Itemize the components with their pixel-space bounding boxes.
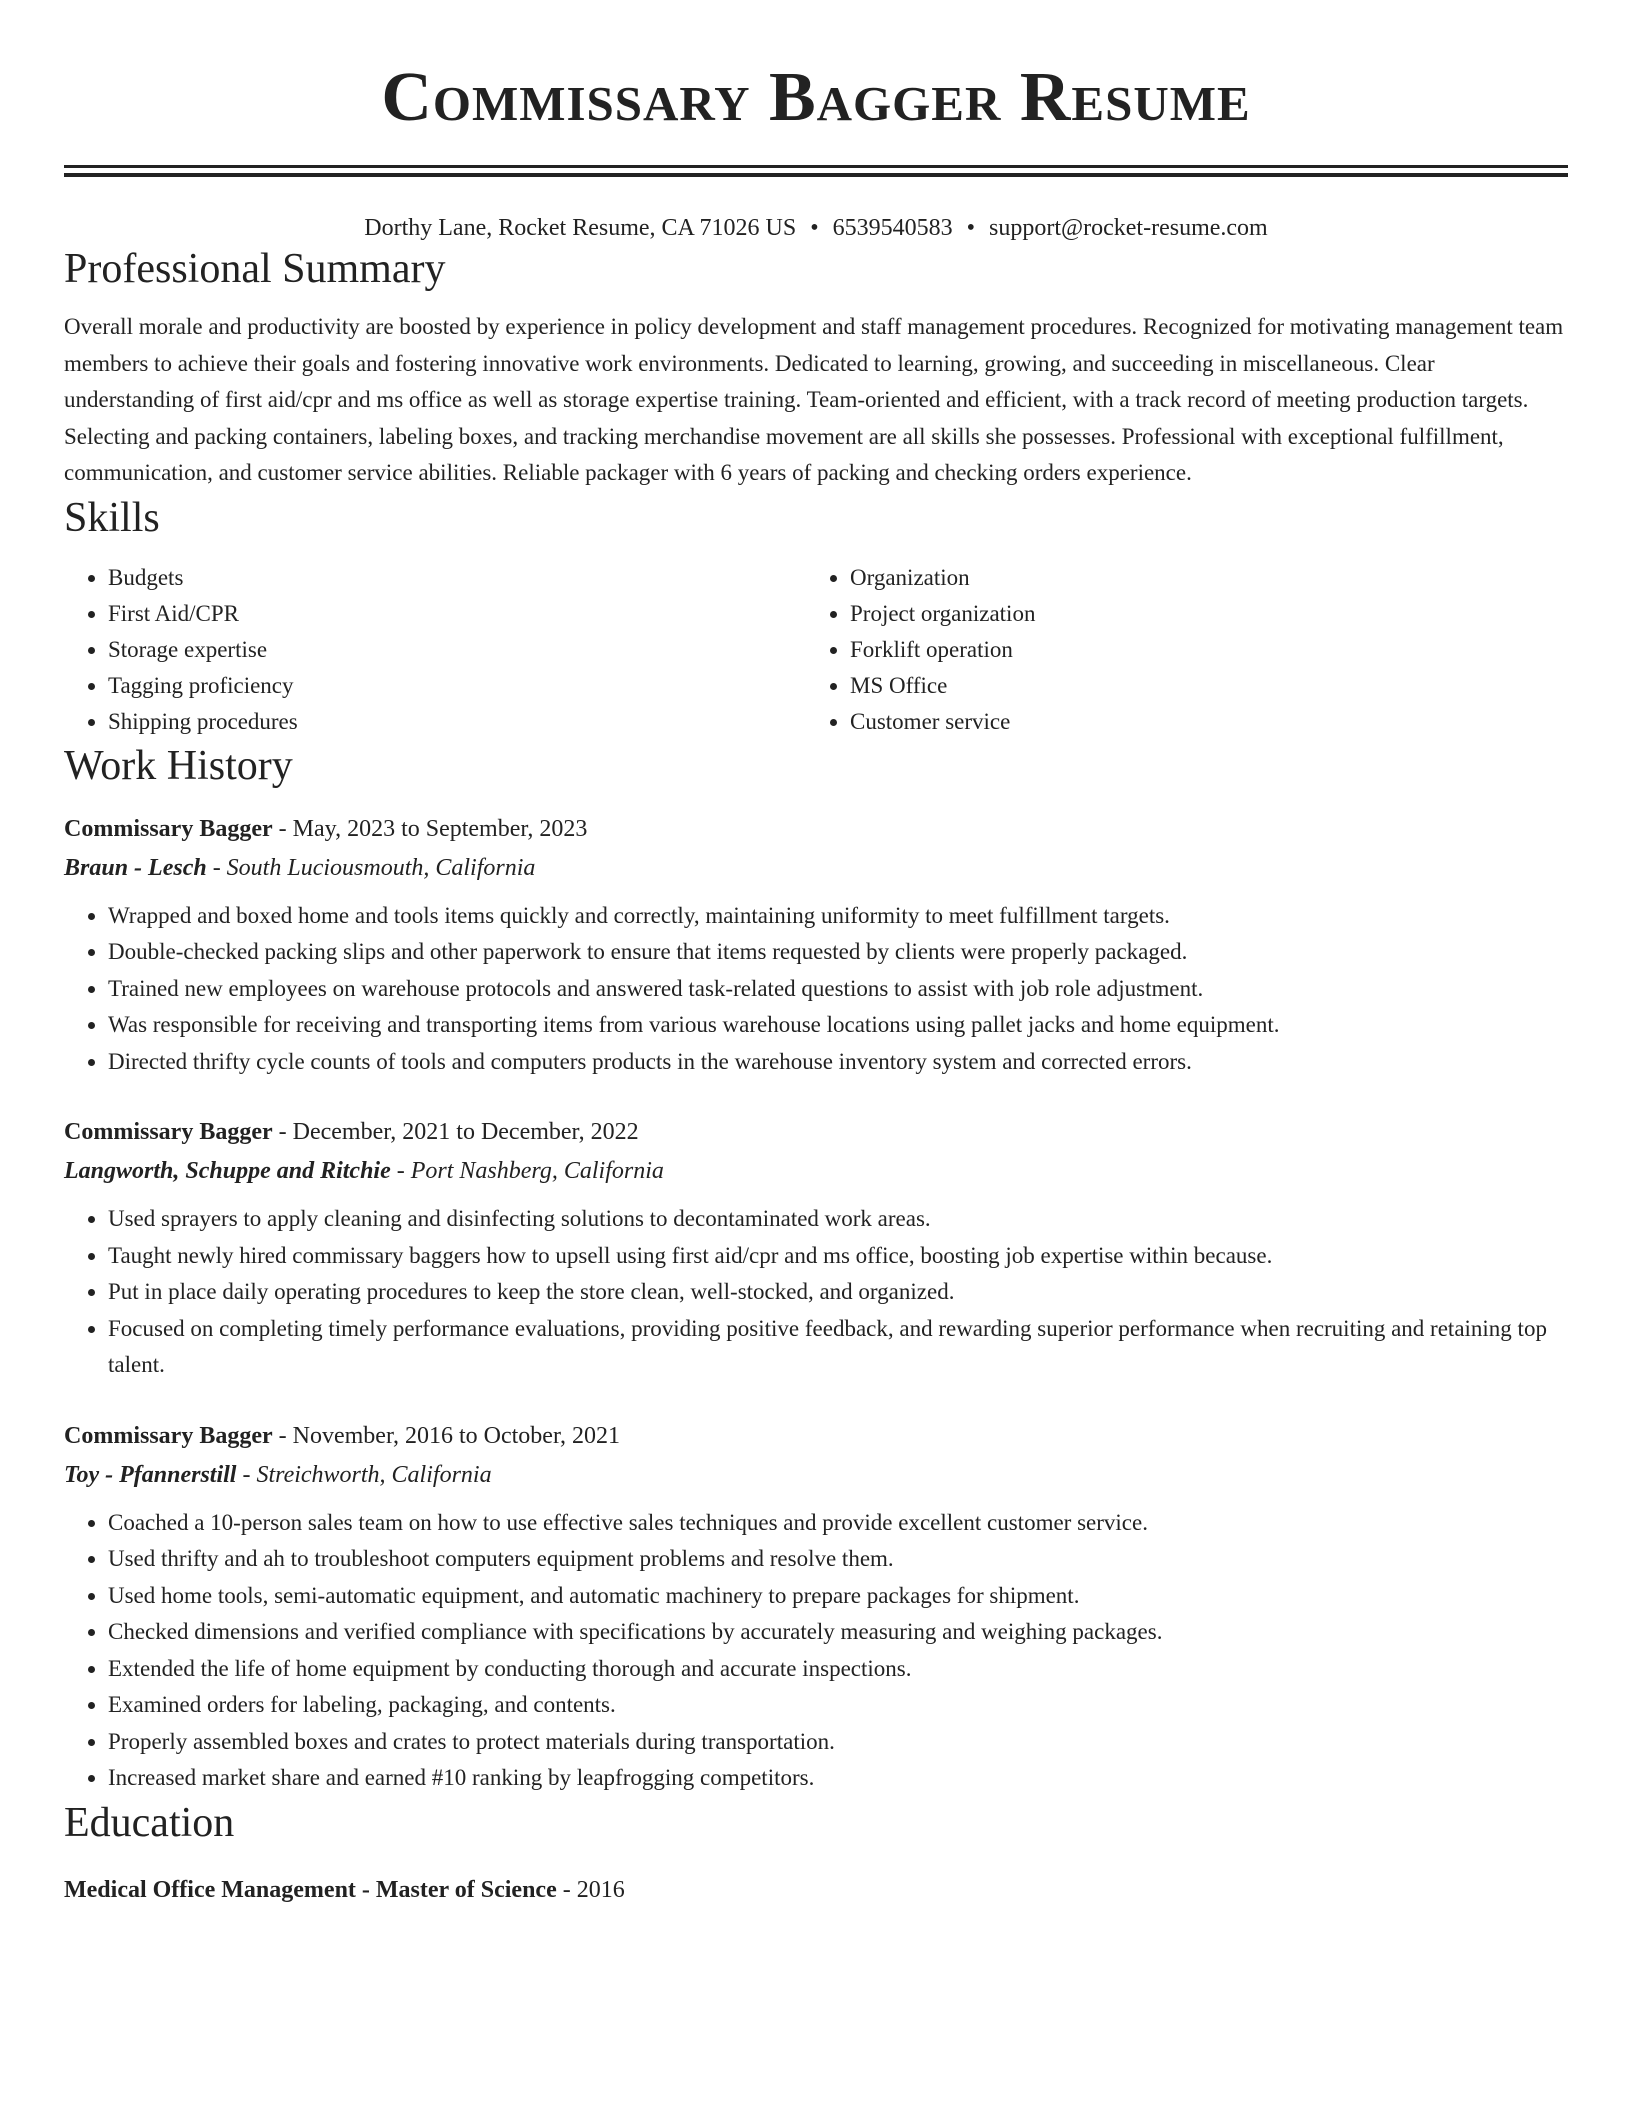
education-heading: Education [64, 1799, 235, 1846]
duty-item: • Checked dimensions and verified compliance with specifications by accurately measuring and weighing packages. [108, 1614, 1568, 1651]
employer-name: Langworth, Schuppe and Ritchie [64, 1158, 391, 1184]
skill-item: • Customer service [850, 704, 1548, 740]
skill-item: • Storage expertise [108, 632, 806, 668]
duty-item: • Extended the life of home equipment by conducting thorough and accurate inspections. [108, 1651, 1568, 1688]
skill-item: • MS Office [850, 668, 1548, 704]
employer-line [64, 1151, 1568, 1191]
contact-phone: 6539540583 [832, 215, 953, 241]
job-duties [64, 898, 1568, 1081]
contact-email: support@rocket-resume.com [989, 215, 1268, 241]
skill-item: • Project organization [850, 596, 1548, 632]
skills-grid [64, 560, 1568, 740]
employer-location: - Streichworth, California [236, 1461, 492, 1488]
duty-item: • Examined orders for labeling, packaging, and contents. [108, 1687, 1568, 1724]
duty-item: • Was responsible for receiving and transporting items from various warehouse locations using pallet jacks and home equipment. [108, 1007, 1568, 1044]
duty-item: • Taught newly hired commissary baggers how to upsell using first aid/cpr and ms office, boosting job expertise within because. [108, 1238, 1568, 1275]
employer-location: - Port Nashberg, California [390, 1158, 664, 1184]
duty-item: • Focused on completing timely performance evaluations, providing positive feedback, and rewarding superior performance when recruiting and retaining top talent. [108, 1311, 1568, 1384]
duty-item: • Used sprayers to apply cleaning and disinfecting solutions to decontaminated work areas. [108, 1201, 1568, 1238]
skill-item: • First Aid/CPR [108, 596, 806, 632]
skill-item: • Forklift operation [850, 632, 1548, 668]
duty-item: • Increased market share and earned #10 ranking by leapfrogging competitors. [108, 1760, 1568, 1797]
skill-item: • Budgets [108, 560, 806, 596]
job-title: Commissary Bagger [64, 815, 273, 842]
resume-title: Commissary Bagger Resume [381, 59, 1251, 136]
job-entry [64, 1417, 1568, 1797]
job-dates: - November, 2016 to October, 2021 [272, 1422, 620, 1449]
summary-text: Overall morale and productivity are boosted by experience in policy development and staff management procedures. Recognized for motivating management team members to achieve their goals and fostering innovative work environments. Dedicated to learning, growing, and succeeding in miscellaneous. Clear understanding of first aid/cpr and ms office as well as storage expertise training. Team-oriented and efficient, with a track record of meeting production targets. Selecting and packing containers, labeling boxes, and tracking merchandise movement are all skills she possesses. Professional with exceptional fulfillment, communication, and customer service abilities. Reliable packager with 6 years of packing and checking orders experience. [64, 314, 1564, 485]
job-entry [64, 810, 1568, 1081]
skill-item: • Organization [850, 560, 1548, 596]
job-title: Commissary Bagger [64, 1119, 273, 1145]
duty-item: • Used thrifty and ah to troubleshoot computers equipment problems and resolve them. [108, 1541, 1568, 1578]
job-dates: - December, 2021 to December, 2022 [272, 1119, 639, 1145]
title-rule-top [64, 165, 1568, 168]
employer-name: Braun - Lesch [64, 854, 207, 881]
skill-item: • Tagging proficiency [108, 668, 806, 704]
duty-item: • Put in place daily operating procedures to keep the store clean, well-stocked, and organized. [108, 1274, 1568, 1311]
duty-item: • Wrapped and boxed home and tools items quickly and correctly, maintaining uniformity to meet fulfillment targets. [108, 898, 1568, 935]
contact-address: Dorthy Lane, Rocket Resume, CA 71026 US [364, 215, 797, 241]
skills-heading: Skills [64, 494, 160, 541]
employer-line [64, 1455, 1568, 1495]
skill-item: • Shipping procedures [108, 704, 806, 740]
duty-item: • Double-checked packing slips and other paperwork to ensure that items requested by clients were properly packaged. [108, 934, 1568, 971]
skills-column-right [806, 560, 1548, 740]
job-duties [64, 1505, 1568, 1797]
duty-item: • Trained new employees on warehouse protocols and answered task-related questions to assist with job role adjustment. [108, 971, 1568, 1008]
job-duties [64, 1201, 1568, 1384]
title-rule-bottom [64, 173, 1568, 177]
contact-separator: • [966, 215, 976, 241]
work-history-heading: Work History [64, 742, 293, 789]
employer-line [64, 848, 1568, 888]
duty-item: • Used home tools, semi-automatic equipment, and automatic machinery to prepare packages for shipment. [108, 1578, 1568, 1615]
summary-heading: Professional Summary [64, 246, 446, 292]
job-dates: - May, 2023 to September, 2023 [272, 815, 588, 842]
skills-column-left [64, 560, 806, 740]
education-year: - 2016 [556, 1876, 625, 1903]
contact-line [64, 213, 1568, 243]
duty-item: • Properly assembled boxes and crates to protect materials during transportation. [108, 1724, 1568, 1761]
job-title-line [64, 1113, 1568, 1151]
duty-item: • Directed thrifty cycle counts of tools and computers products in the warehouse inventory system and corrected errors. [108, 1044, 1568, 1081]
job-title-line [64, 1417, 1568, 1455]
employer-location: - South Luciousmouth, California [206, 854, 536, 881]
education-entry [64, 1871, 1568, 1909]
education-degree: Medical Office Management - Master of Science [64, 1876, 557, 1903]
job-title-line [64, 810, 1568, 848]
contact-separator: • [810, 215, 819, 241]
duty-item: • Coached a 10-person sales team on how to use effective sales techniques and provide excellent customer service. [108, 1505, 1568, 1542]
employer-name: Toy - Pfannerstill [64, 1461, 237, 1488]
job-entry [64, 1113, 1568, 1384]
job-title: Commissary Bagger [64, 1422, 273, 1449]
